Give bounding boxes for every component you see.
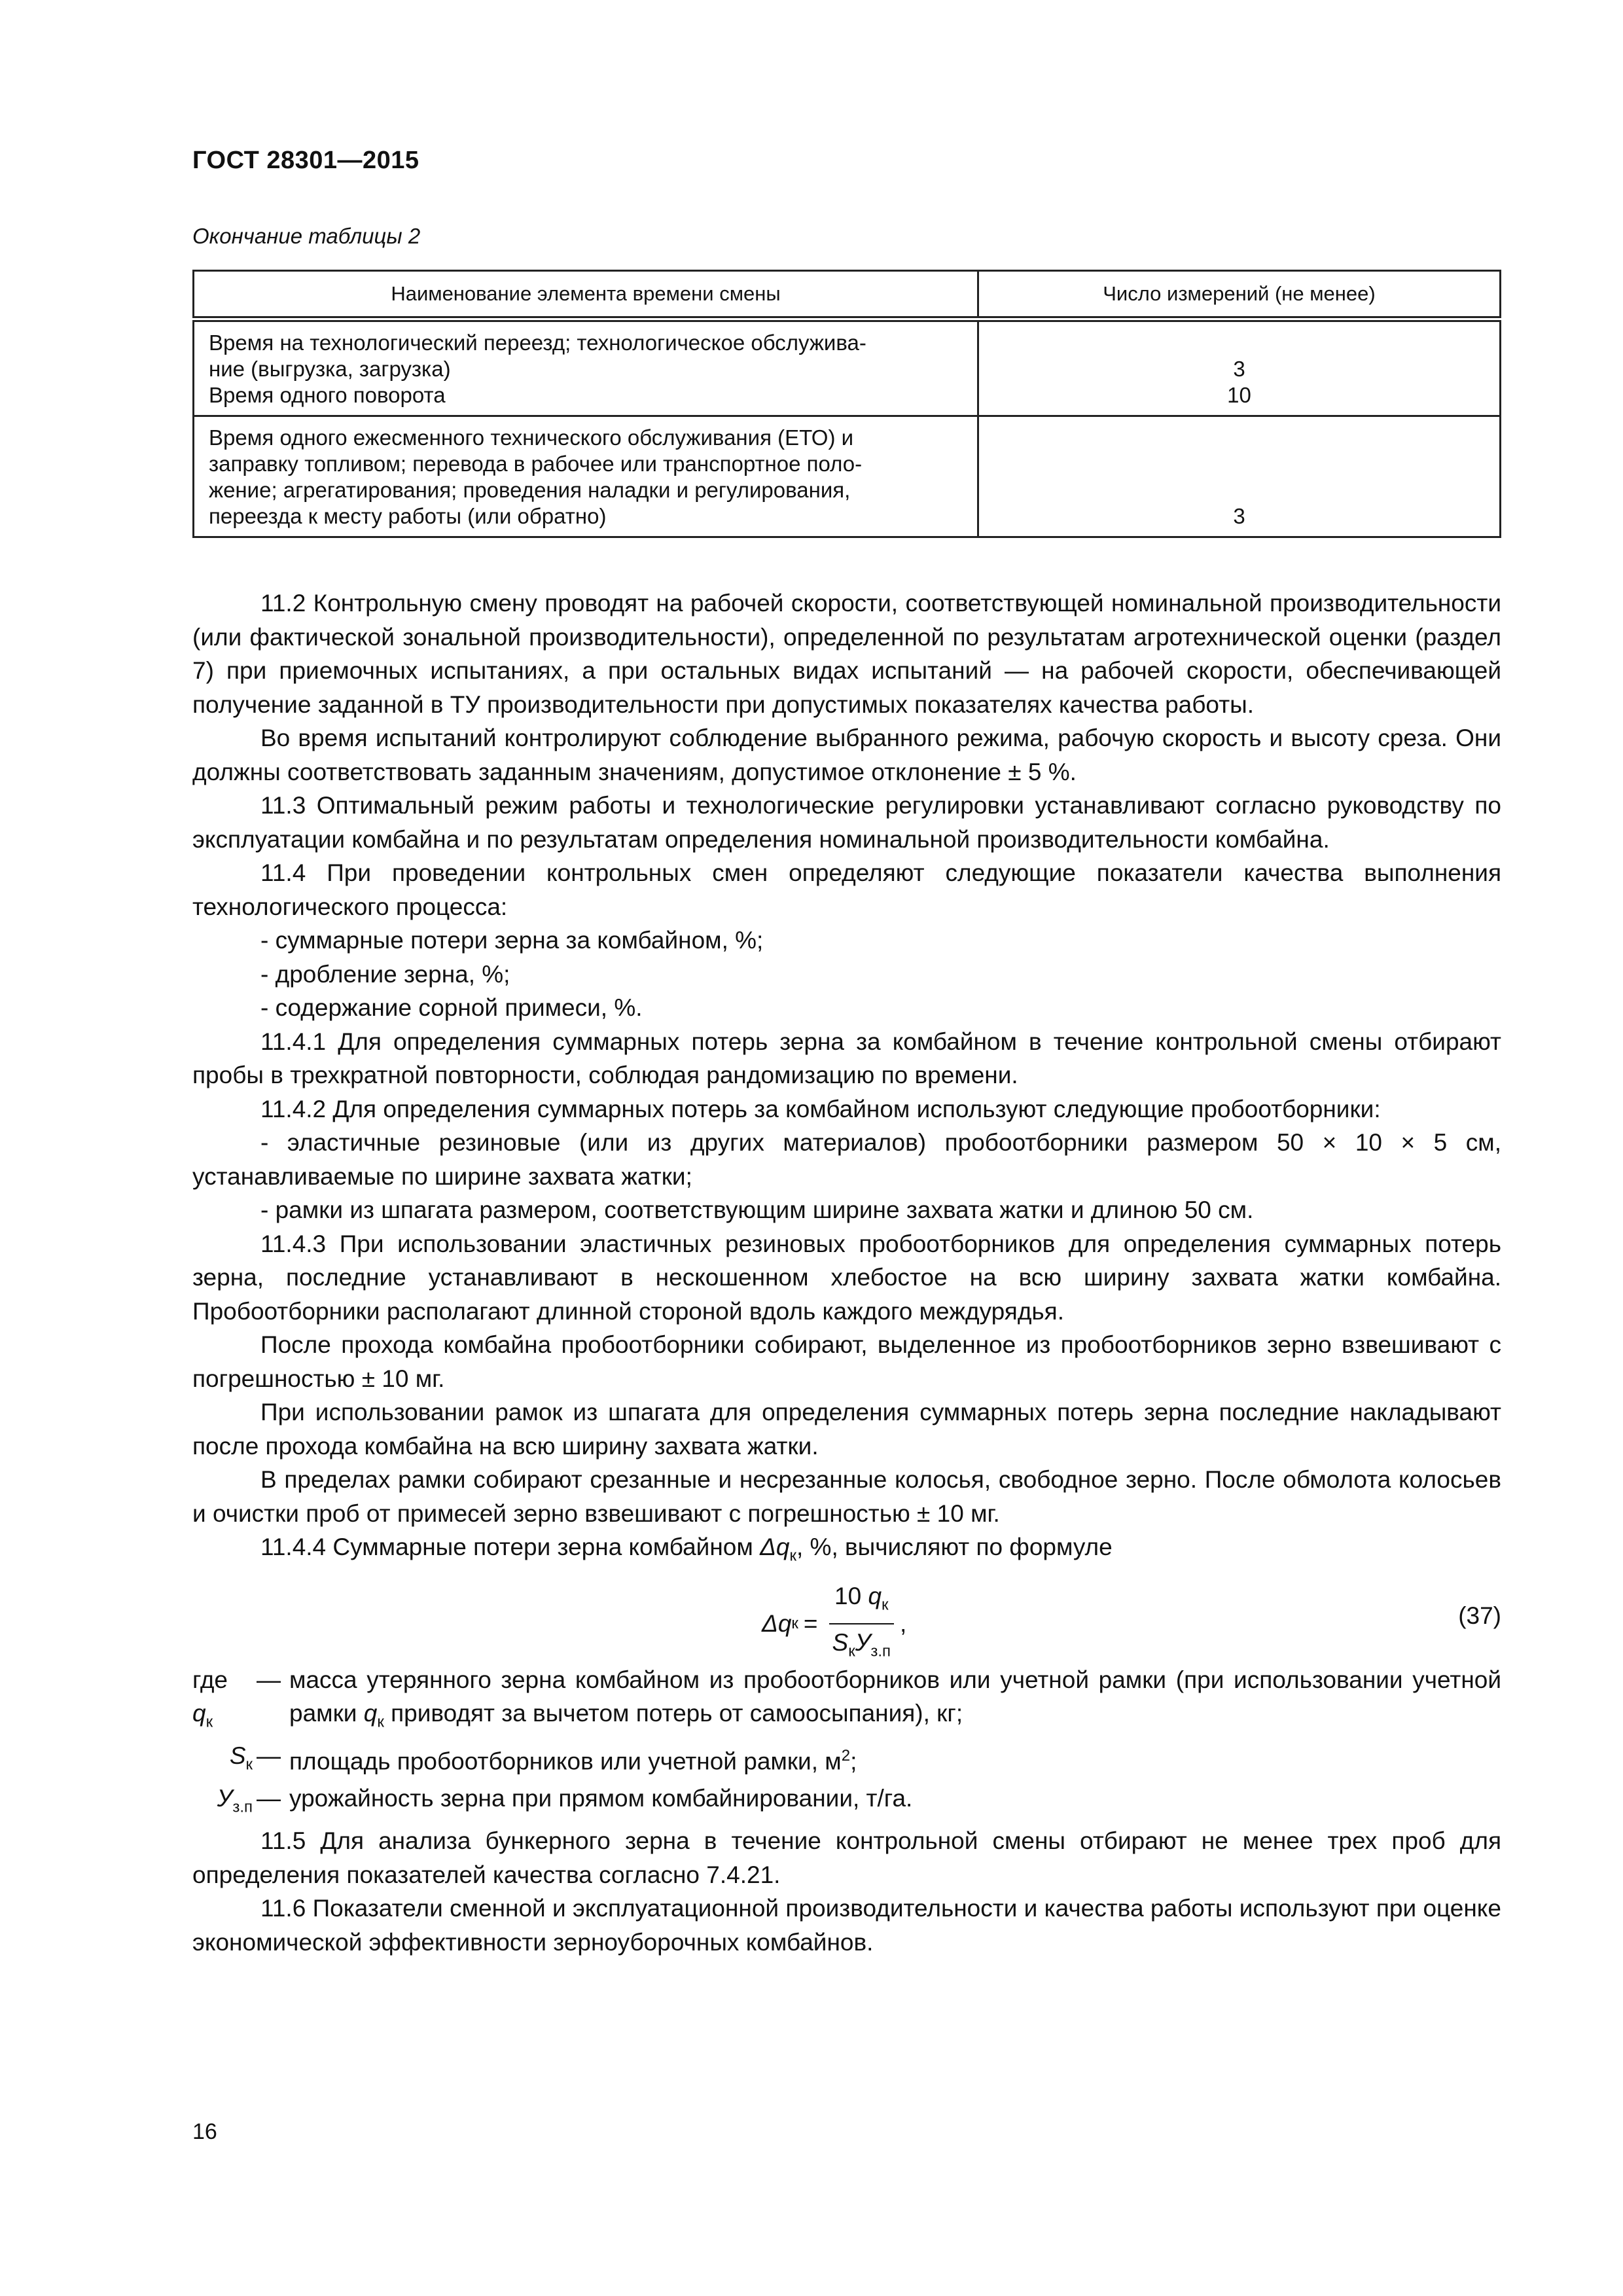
paragraph-11-4-3-cont: В пределах рамки собирают срезанные и несрезанные колосья, свободное зерно. После обмолота колосьев и очистки проб от примесей зерно взвешивают с погрешностью ± 10 мг. [192,1466,1501,1527]
table-cell-count [978,319,1501,416]
table-header-row [194,271,1501,319]
cell-line: Время одного поворота [209,383,446,407]
paragraph-11-4-4: 11.4.4 Суммарные потери зерна комбайном $\Delta q_к$, %, вычисляют по формуле [260,1534,1113,1565]
formula-numerator: 10 $q_к$ [829,1579,894,1624]
cell-line: заправку топливом; перевода в рабочее или транспортное поло- [209,452,863,476]
paragraph-11-2: 11.2 Контрольную смену проводят на рабочей скорости, соответствующей номинальной производительности (или фактической зональной производительности), определенной по результатам агротехнической оценки (раздел 7) при приемочных испытаниях, а при остальных видах испытаний — на рабочей скорости, обеспечивающей получение заданной в ТУ производительности при допустимых показателях качества работы. [192,590,1501,718]
formula-denominator: $S_кУ_{з.п}$ [832,1628,891,1660]
table-cell-count [978,416,1501,537]
table-cell-name [194,416,978,537]
formula-expression: Δq к = $\frac{10 q_к}{S_кУ_{з.п}}$ , [762,1579,906,1668]
list-item: - рамки из шпагата размером, соответствующим ширине захвата жатки и длиною 50 см. [260,1196,1254,1223]
legend-dash: — [257,1785,281,1812]
formula-legend [192,1663,1501,1824]
list-item: - содержание сорной примеси, %. [260,994,643,1021]
legend-dash: — [257,1666,281,1693]
cell-value: 3 [1233,357,1245,381]
formula-fraction [827,1579,897,1668]
page-number: 16 [192,2119,217,2144]
cell-value: 10 [1227,383,1251,407]
paragraph-11-4-1: 11.4.1 Для определения суммарных потерь зерна за комбайном в течение контрольной смены отбирают пробы в трехкратной повторности, соблюдая рандомизацию по времени. [192,1028,1501,1088]
cell-line: жение; агрегатирования; проведения наладки и регулирования, [209,478,851,502]
column-header-name: Наименование элемента времени смены [194,271,978,319]
document-header: ГОСТ 28301—2015 [192,147,419,174]
legend-dash: — [257,1742,281,1770]
list-item: - дробление зерна, %; [260,960,510,988]
paragraph-11-4-3-cont: При использовании рамок из шпагата для определения суммарных потерь зерна последние накладывают после прохода комбайна на всю ширину захвата жатки. [192,1399,1501,1460]
paragraph-11-4-3-cont: После прохода комбайна пробоотборники собирают, выделенное из пробоотборников зерно взвешивают с погрешностью ± 10 мг. [192,1331,1501,1392]
table-cell-name [194,319,978,416]
list-item: - суммарные потери зерна за комбайном, %; [260,927,764,954]
paragraph-11-2-cont: Во время испытаний контролируют соблюдение выбранного режима, рабочую скорость и высоту среза. Они должны соответствовать заданным значениям, допустимое отклонение ± 5 %. [192,725,1501,785]
paragraph-11-5: 11.5 Для анализа бункерного зерна в течение контрольной смены отбирают не менее трех проб для определения показателей качества согласно 7.4.21. [192,1827,1501,1888]
list-item: - эластичные резиновые (или из других материалов) пробоотборники размером 50 × 10 × 5 см, устанавливаемые по ширине захвата жатки; [192,1129,1501,1190]
legend-symbol: $S_к$ [229,1742,253,1774]
table-caption: Окончание таблицы 2 [192,224,421,248]
legend-symbol: где $q_к$ [192,1666,228,1731]
table-row [194,416,1501,537]
column-header-count: Число измерений (не менее) [978,271,1501,319]
cell-line: Время на технологический переезд; технологическое обслужива- [209,331,866,355]
legend-symbol: $У_{з.п}$ [217,1785,253,1816]
paragraph-11-4-3: 11.4.3 При использовании эластичных резиновых пробоотборников для определения суммарных потерь зерна, последние устанавливают в нескошенном хлебостое на всю ширину захвата жатки комбайна. Пробоотборники располагают длинной стороной вдоль каждого междурядья. [192,1230,1501,1325]
cell-line: Время одного ежесменного технического обслуживания (ЕТО) и [209,425,854,450]
formula-37 [192,1575,1501,1659]
legend-description: урожайность зерна при прямом комбайнировании, т/га. [289,1785,913,1812]
paragraph-11-4: 11.4 При проведении контрольных смен определяют следующие показатели качества выполнения технологического процесса: [192,859,1501,920]
formula-number: (37) [1458,1602,1501,1629]
cell-value: 3 [1233,504,1245,528]
body-text [192,586,1501,1959]
legend-description: площадь пробоотборников или учетной рамки, $м^2$; [289,1747,857,1775]
time-elements-table [192,270,1501,538]
cell-line: переезда к месту работы (или обратно) [209,504,607,528]
legend-description: масса утерянного зерна комбайном из пробоотборников или учетной рамки (при использовании учетной рамки $q_к$ приводят за вычетом потерь от самоосыпания), кг; [289,1666,1501,1731]
table-row [194,319,1501,416]
cell-line: ние (выгрузка, загрузка) [209,357,451,381]
paragraph-11-6: 11.6 Показатели сменной и эксплуатационной производительности и качества работы используют при оценке экономической эффективности зерноуборочных комбайнов. [192,1895,1501,1956]
paragraph-11-3: 11.3 Оптимальный режим работы и технологические регулировки устанавливают согласно руководству по эксплуатации комбайна и по результатам определения номинальной производительности комбайна. [192,792,1501,853]
paragraph-11-4-2: 11.4.2 Для определения суммарных потерь за комбайном используют следующие пробоотборники: [260,1095,1381,1122]
